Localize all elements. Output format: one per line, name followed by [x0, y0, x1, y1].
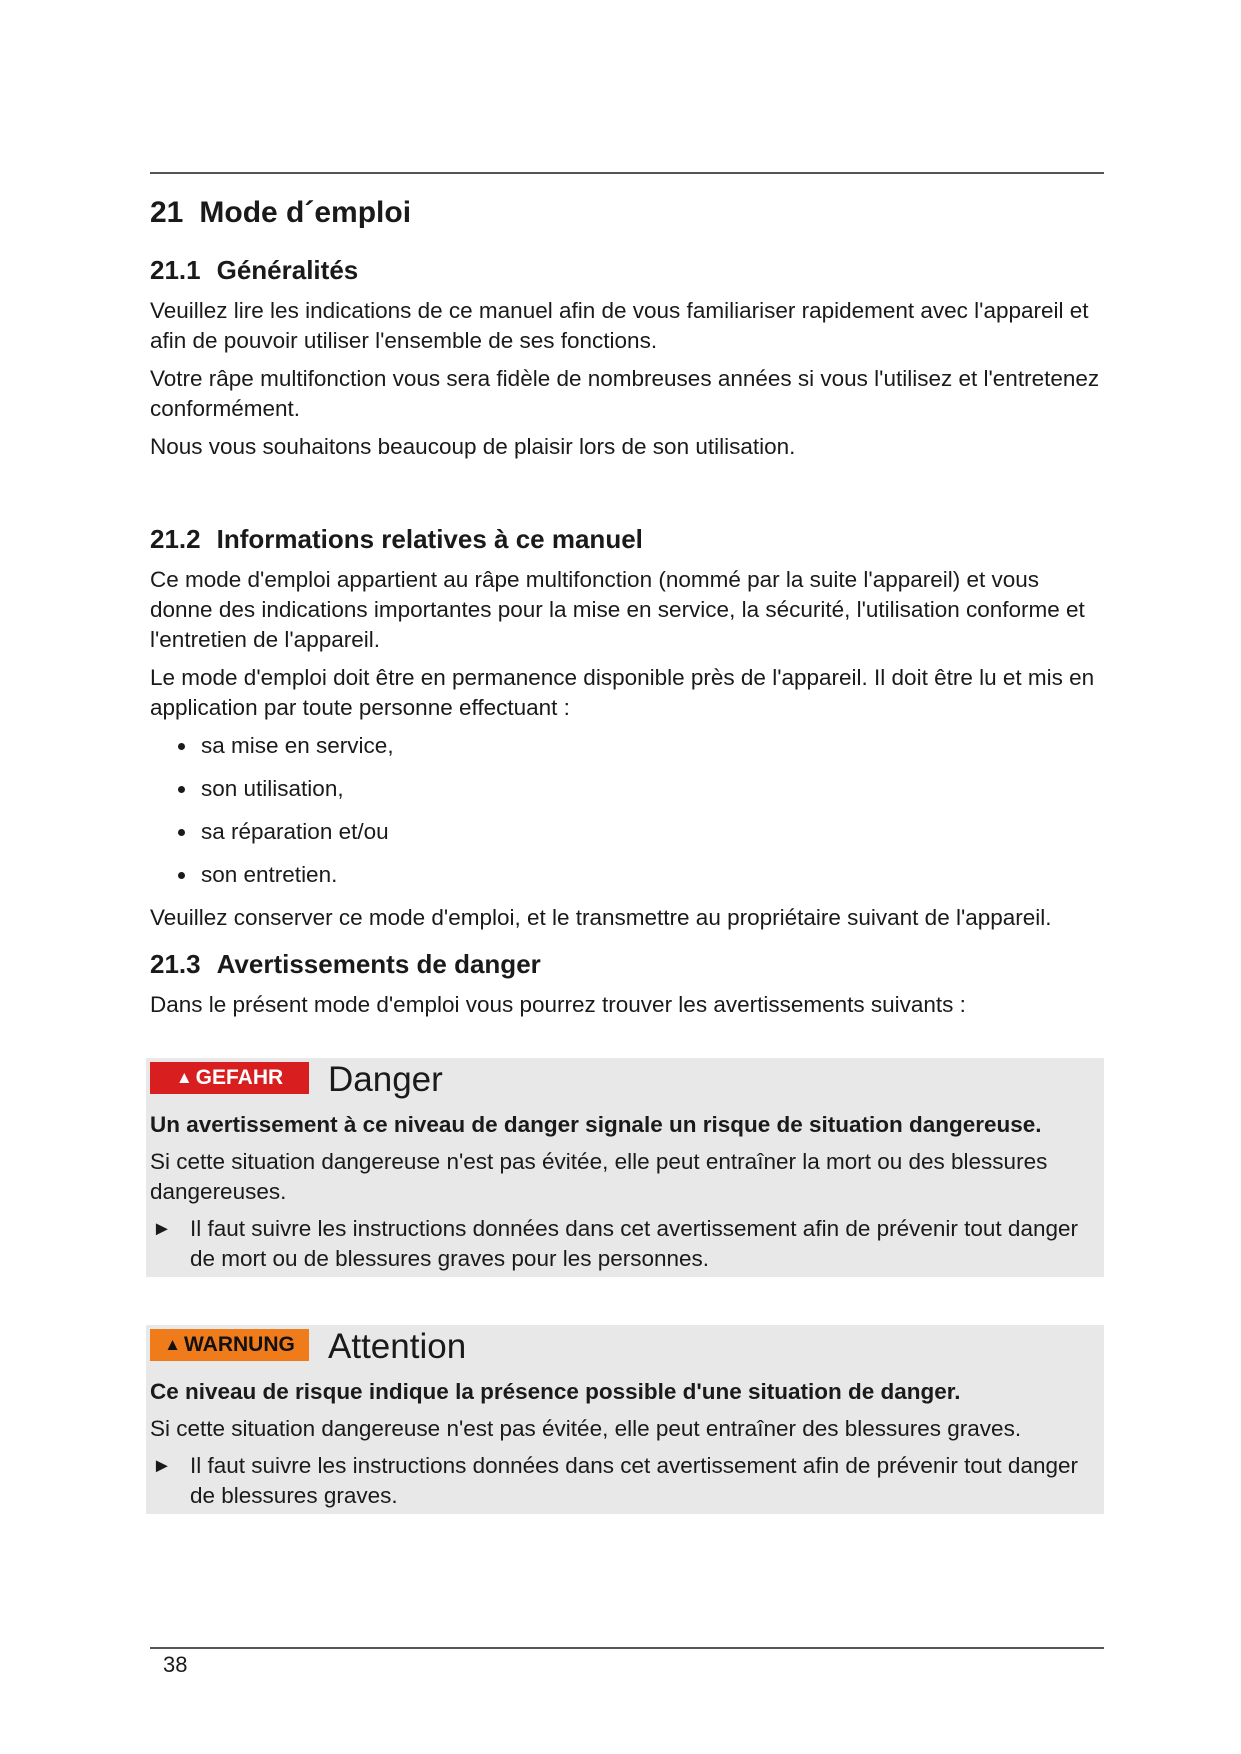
section-title: Informations relatives à ce manuel	[216, 524, 643, 554]
attention-warning-box	[146, 1325, 1104, 1514]
list-item: son utilisation,	[150, 774, 1104, 804]
warnung-sign: ▲ WARNUNG	[150, 1329, 309, 1361]
section-heading-generalites	[150, 255, 1104, 286]
warning-title: Attention	[328, 1327, 467, 1366]
bullet-list	[150, 731, 1104, 890]
paragraph: Veuillez lire les indications de ce manuel afin de vous familiariser rapidement avec l'appareil et afin de pouvoir utiliser l'ensemble de ses fonctions.	[150, 298, 1089, 353]
list-item: son entretien.	[150, 860, 1104, 890]
paragraph: Nous vous souhaitons beaucoup de plaisir lors de son utilisation.	[150, 434, 796, 459]
page-number: 38	[163, 1652, 188, 1677]
warning-instruction: ► Il faut suivre les instructions données dans cet avertissement afin de prévenir tout danger de blessures graves.	[152, 1453, 1078, 1508]
chapter-heading	[150, 196, 1104, 230]
footer-rule	[150, 1647, 1104, 1649]
list-item: sa réparation et/ou	[150, 817, 1104, 847]
list-item: sa mise en service,	[150, 731, 1104, 761]
paragraph: Dans le présent mode d'emploi vous pourrez trouver les avertissements suivants :	[150, 992, 966, 1017]
header-rule	[150, 172, 1104, 174]
warning-triangle-icon: ▲	[164, 1335, 181, 1354]
paragraph: Le mode d'emploi doit être en permanence disponible près de l'appareil. Il doit être lu et mis en application par toute personne effectuant :	[150, 665, 1095, 720]
section-title: Avertissements de danger	[216, 949, 541, 979]
section-number: 21.2	[150, 524, 201, 554]
arrow-right-icon: ►	[152, 1455, 172, 1477]
warning-instruction: ► Il faut suivre les instructions données dans cet avertissement afin de prévenir tout danger de mort ou de blessures graves pour les personnes.	[152, 1216, 1078, 1271]
paragraph: Votre râpe multifonction vous sera fidèle de nombreuses années si vous l'utilisez et l'entretenez conformément.	[150, 366, 1100, 421]
warning-summary: Un avertissement à ce niveau de danger signale un risque de situation dangereuse.	[150, 1112, 1042, 1137]
paragraph: Ce mode d'emploi appartient au râpe multifonction (nommé par la suite l'appareil) et vous donne des indications importantes pour la mise en service, la sécurité, l'utilisation conforme et l'entretien de l'appareil.	[150, 567, 1085, 652]
warning-title: Danger	[328, 1060, 443, 1099]
warning-text: Si cette situation dangereuse n'est pas évitée, elle peut entraîner des blessures graves.	[150, 1416, 1022, 1441]
warning-text: Si cette situation dangereuse n'est pas évitée, elle peut entraîner la mort ou des blessures dangereuses.	[150, 1149, 1048, 1204]
section-heading-avertissements	[150, 949, 1104, 980]
section-title: Généralités	[216, 255, 359, 285]
chapter-title: Mode d´emploi	[199, 196, 412, 229]
arrow-right-icon: ►	[152, 1218, 172, 1240]
section-number: 21.1	[150, 255, 201, 285]
section-number: 21.3	[150, 949, 201, 979]
warning-summary: Ce niveau de risque indique la présence possible d'une situation de danger.	[150, 1379, 961, 1404]
bullet-icon	[178, 786, 185, 793]
section-heading-informations	[150, 524, 1104, 555]
bullet-icon	[178, 743, 185, 750]
gefahr-sign: ▲ GEFAHR	[150, 1062, 309, 1094]
warning-triangle-icon: ▲	[175, 1068, 193, 1087]
chapter-number: 21	[150, 196, 184, 229]
bullet-icon	[178, 829, 185, 836]
page-content	[150, 190, 1104, 1020]
danger-warning-box	[146, 1058, 1104, 1277]
bullet-icon	[178, 872, 185, 879]
paragraph: Veuillez conserver ce mode d'emploi, et le transmettre au propriétaire suivant de l'appareil.	[150, 905, 1052, 930]
